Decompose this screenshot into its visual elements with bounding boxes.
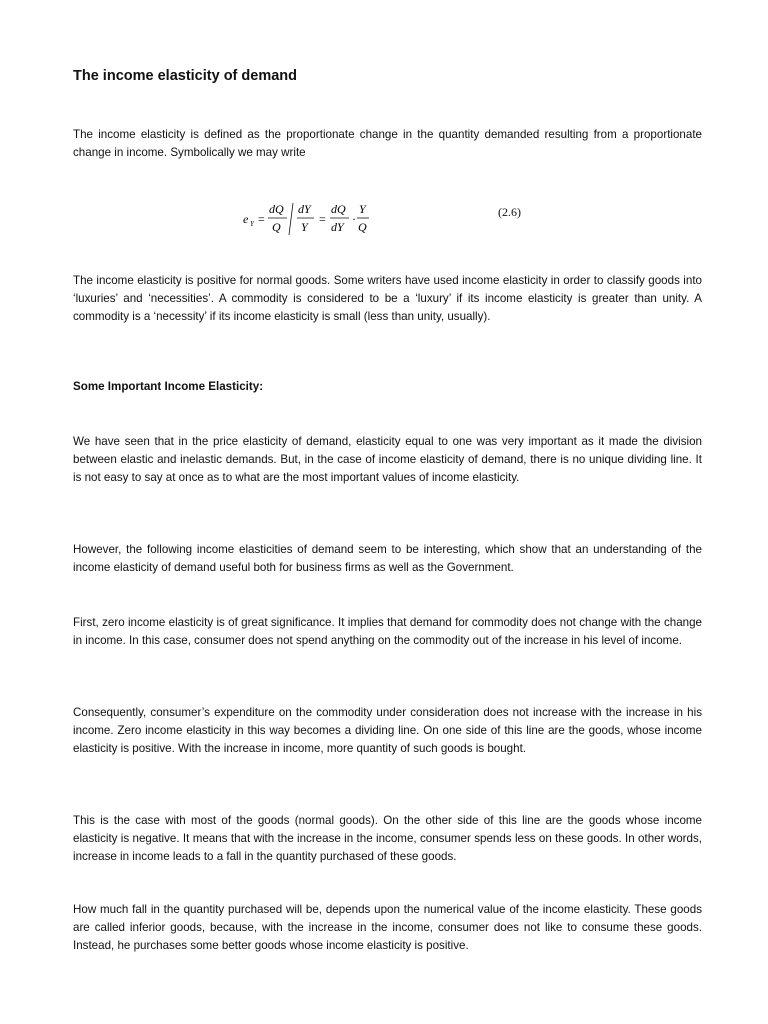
formula-dot: ·	[352, 212, 356, 226]
formula-t2-den: Y	[301, 220, 308, 234]
formula-t3-num: dQ	[331, 202, 346, 216]
formula-lhs: e	[243, 212, 249, 226]
formula-lhs-subscript: Y	[250, 220, 254, 228]
formula-t3-den: dY	[331, 220, 344, 234]
paragraph-inferior-goods: How much fall in the quantity purchased will be, depends upon the numerical value of the income elasticity. These goods are called inferior goods, because, with the increase in the income, consumer does not like to consume these goods. Instead, he purchases some better goods whose income elasticity is positive.	[73, 903, 702, 952]
paragraph-normal-goods: The income elasticity is positive for normal goods. Some writers have used income elasticity in order to classify goods into ‘luxuries’ and ‘necessities’. A commodity is considered to be a ‘luxury’ if its income elasticity is greater than unity. A commodity is a ‘necessity’ if its income elasticity is small (less than unity, usually).	[73, 274, 702, 323]
formula-t1-den: Q	[272, 220, 281, 234]
paragraph-normal-vs-negative: This is the case with most of the goods (normal goods). On the other side of this line are the goods whose income elasticity is negative. It means that with the increase in the income, consumer spends less on these goods. In other words, increase in income leads to a fall in the quantity purchased of these goods.	[73, 814, 702, 863]
section-subheading: Some Important Income Elasticity:	[73, 380, 264, 393]
paragraph-price-elasticity: We have seen that in the price elasticity of demand, elasticity equal to one was very important as it made the division between elastic and inelastic demands. But, in the case of income elasticity of demand, there is no unique dividing line. It is not easy to say at once as to what are the most important values of income elasticity.	[73, 435, 702, 484]
formula-t4-den: Q	[358, 220, 367, 234]
formula-t1-num: dQ	[269, 202, 284, 216]
paragraph-interesting-elasticities: However, the following income elasticities of demand seem to be interesting, which show that an understanding of the income elasticity of demand useful both for business firms as well as the Government.	[73, 543, 702, 574]
document-title: The income elasticity of demand	[73, 68, 297, 84]
paragraph-zero-elasticity: First, zero income elasticity is of great significance. It implies that demand for commodity does not change with the change in income. In this case, consumer does not spend anything on the commodity out of the increase in his level of income.	[73, 616, 702, 647]
formula-divide-slash	[289, 203, 293, 235]
formula-equals-2: =	[319, 212, 326, 226]
income-elasticity-formula	[243, 199, 393, 239]
formula-equals-1: =	[258, 212, 265, 226]
paragraph-definition: The income elasticity is defined as the proportionate change in the quantity demanded resulting from a proportionate change in income. Symbolically we may write	[73, 128, 702, 159]
paragraph-consumer-expenditure: Consequently, consumer’s expenditure on the commodity under consideration does not increase with the increase in his income. Zero income elasticity in this way becomes a dividing line. On one side of this line are the goods, whose income elasticity is positive. With the increase in income, more quantity of such goods is bought.	[73, 706, 702, 755]
formula-t4-num: Y	[359, 202, 366, 216]
equation-number: (2.6)	[498, 205, 521, 219]
formula-t2-num: dY	[298, 202, 311, 216]
